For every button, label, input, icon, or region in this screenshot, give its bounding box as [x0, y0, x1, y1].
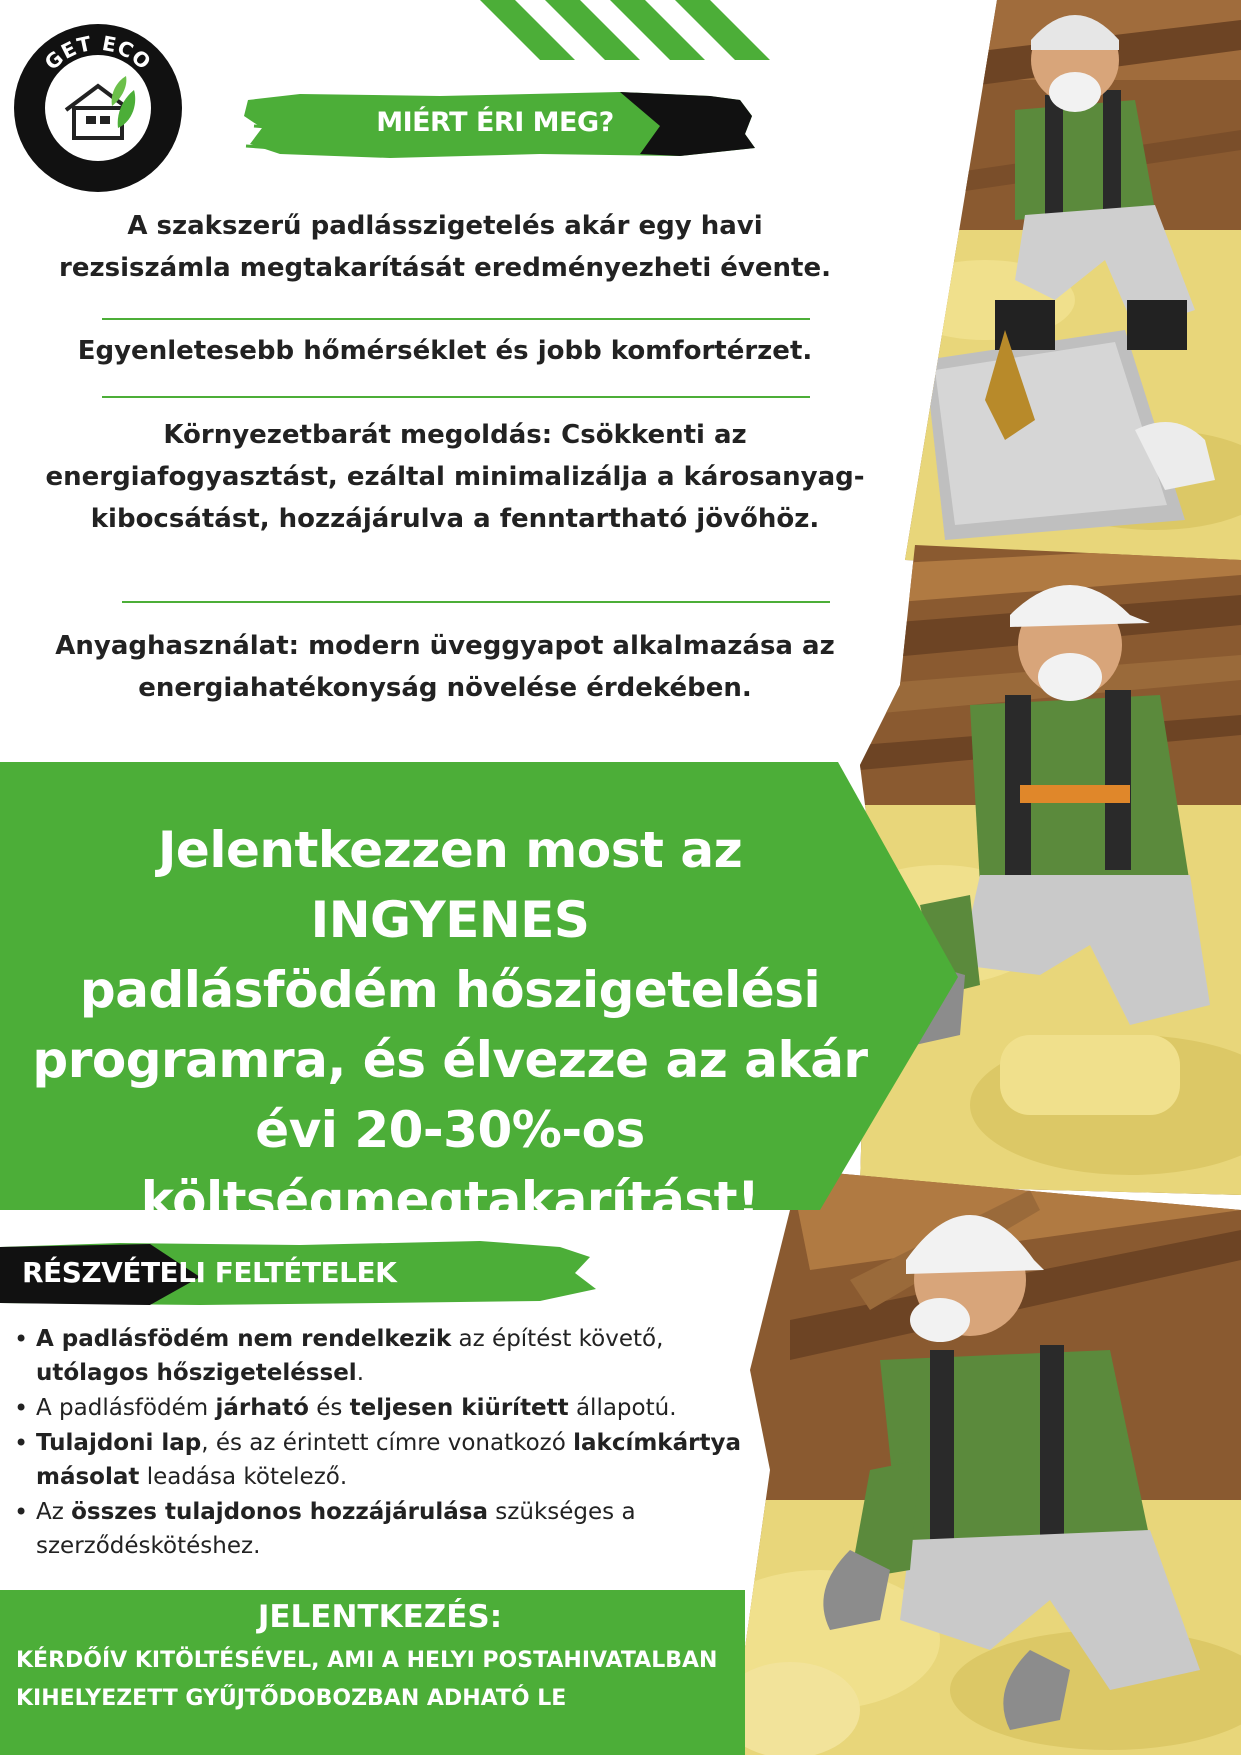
registration-line-2: KIHELYEZETT GYŰJTŐDOBOZBAN ADHATÓ LE	[16, 1686, 567, 1711]
condition-bold-text: teljesen kiürített	[349, 1395, 569, 1421]
why-paragraph-1: A szakszerű padlásszigetelés akár egy havi rezsiszámla megtakarítását eredményezheti évente.	[59, 211, 831, 283]
list-item	[14, 1391, 774, 1425]
svg-text:ENERGY	[54, 127, 143, 163]
registration-line-1: KÉRDŐÍV KITÖLTÉSÉVEL, AMI A HELYI POSTAHIVATALBAN	[16, 1648, 718, 1673]
condition-bold-text: lakcímkártya másolat	[36, 1430, 741, 1490]
condition-text: szükséges a szerződéskötéshez.	[36, 1499, 636, 1559]
condition-text: .	[356, 1360, 364, 1386]
conditions-title: RÉSZVÉTELI FELTÉTELEK	[22, 1256, 397, 1289]
condition-text: , és az érintett címre vonatkozó	[201, 1430, 574, 1456]
house-leaf-icon	[14, 24, 182, 192]
logo-top-text: GET ECO	[39, 30, 157, 75]
condition-text: az építést követő,	[451, 1326, 664, 1352]
cta-message	[20, 815, 880, 1235]
condition-bold-text: Tulajdoni lap	[36, 1430, 202, 1456]
cta-line-2: padlásfödém hőszigetelési	[79, 961, 821, 1019]
list-item	[14, 1322, 696, 1390]
why-paragraph-4: Anyaghasználat: modern üveggyapot alkalmazása az energiahatékonyság növelése érdekében.	[55, 631, 835, 703]
condition-bold-text: járható	[215, 1395, 309, 1421]
divider	[122, 601, 830, 603]
condition-bold-text: A padlásfödém nem rendelkezik	[36, 1326, 452, 1352]
registration-instructions	[16, 1642, 736, 1718]
divider	[102, 318, 810, 320]
cta-line-4: évi 20-30%-os	[255, 1101, 645, 1159]
condition-text: A padlásfödém	[36, 1395, 216, 1421]
cta-line-3: programra, és élvezze az akár	[32, 1031, 868, 1089]
svg-text:GET ECO	[40, 31, 157, 75]
why-paragraph-2: Egyenletesebb hőmérséklet és jobb komfortérzet.	[77, 336, 813, 366]
condition-bold-text: összes tulajdonos hozzájárulása	[71, 1499, 488, 1525]
list-item	[14, 1426, 776, 1494]
conditions-list	[14, 1322, 774, 1564]
top-stripes-decoration	[470, 0, 800, 80]
divider	[102, 396, 810, 398]
condition-text: állapotú.	[568, 1395, 677, 1421]
brand-logo	[14, 24, 182, 192]
photo-worker-laying-sheet	[905, 0, 1241, 575]
condition-text: leadása kötelező.	[139, 1464, 348, 1490]
logo-bottom-text: ENERGY	[53, 126, 143, 163]
why-title: MIÉRT ÉRI MEG?	[376, 107, 614, 138]
photo-worker-unrolling-roll	[730, 1170, 1241, 1755]
condition-bold-text: utólagos hőszigeteléssel	[36, 1360, 357, 1386]
condition-text: és	[308, 1395, 350, 1421]
condition-text: Az	[36, 1499, 72, 1525]
cta-line-5: költségmegtakarítást!	[140, 1171, 760, 1229]
registration-title: JELENTKEZÉS:	[257, 1599, 503, 1635]
why-paragraph-3: Környezetbarát megoldás: Csökkenti az energiafogyasztást, ezáltal minimalizálja a károsanyag-kibocsátást, hozzájárulva a fenntartható jövőhöz.	[45, 420, 865, 534]
list-item	[14, 1495, 676, 1563]
cta-line-1: Jelentkezzen most az INGYENES	[157, 821, 743, 949]
